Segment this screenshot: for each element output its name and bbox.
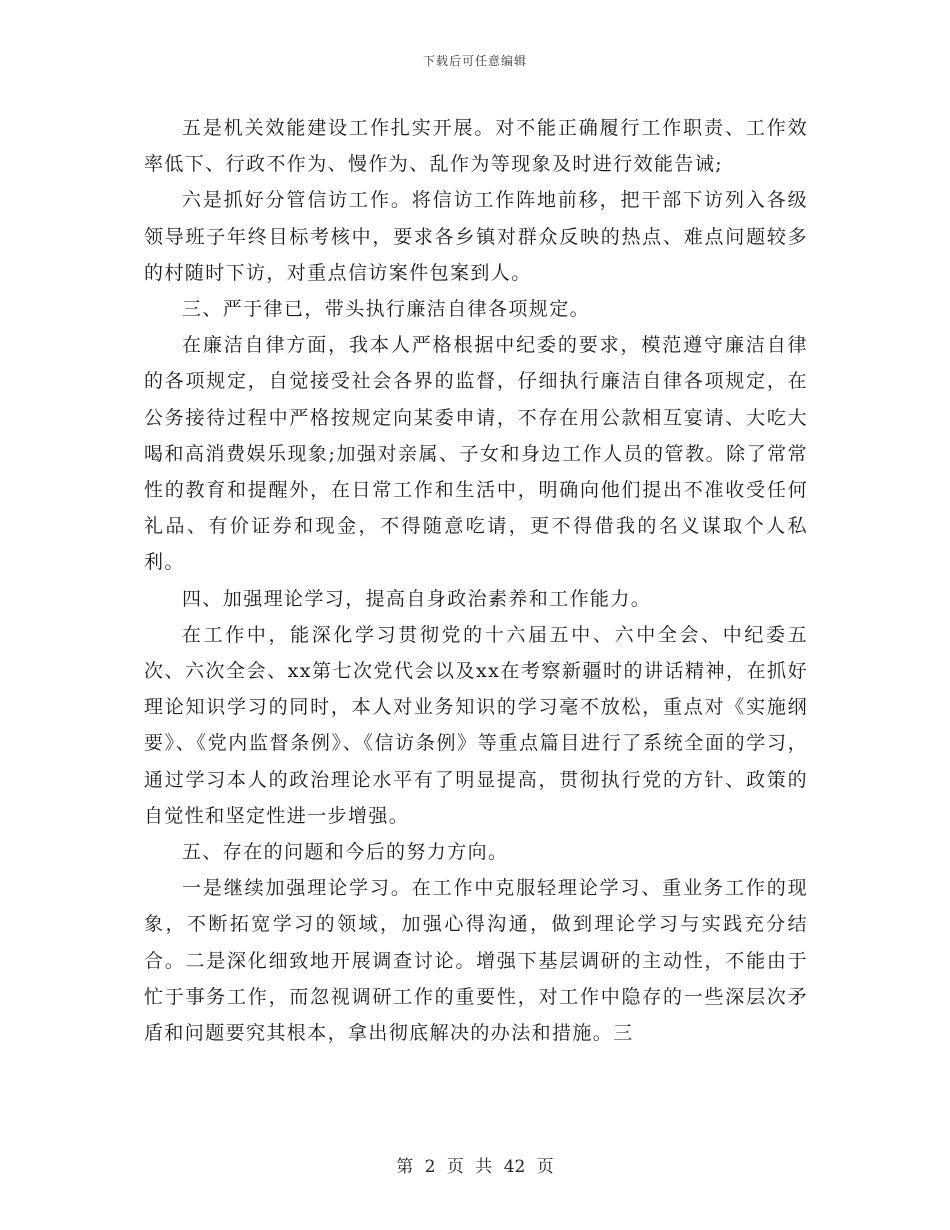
footer-prefix: 第 <box>396 1157 414 1177</box>
total-pages-number: 42 <box>503 1157 526 1177</box>
document-body <box>144 110 808 1051</box>
page-footer <box>0 1152 950 1177</box>
section-heading: 四、加强理论学习，提高自身政治素养和工作能力。 <box>182 587 652 610</box>
current-page-number: 2 <box>424 1157 436 1177</box>
paragraph: 在廉洁自律方面，我本人严格根据中纪委的要求，模范遵守廉洁自律的各项规定，自觉接受社会各界的监督，仔细执行廉洁自律各项规定，在公务接待过程中严格按规定向某委申请，不存在用公款相互宴请、大吃大喝和高消费娱乐现象;加强对亲属、子女和身边工作人员的管教。除了常常性的教育和提醒外，在日常工作和生活中，明确向他们提出不准收受任何礼品、有价证券和现金，不得随意吃请，更不得借我的名义谋取个人私利。 <box>144 334 808 574</box>
section-heading: 五、存在的问题和今后的努力方向。 <box>182 841 509 864</box>
paragraph: 一是继续加强理论学习。在工作中克服轻理论学习、重业务工作的现象，不断拓宽学习的领域，加强心得沟通，做到理论学习与实践充分结合。二是深化细致地开展调查讨论。增强下基层调研的主动性，不能由于忙于事务工作，而忽视调研工作的重要性，对工作中隐存的一些深层次矛盾和问题要究其根本，拿出彻底解决的办法和措施。三 <box>144 877 808 1045</box>
footer-suffix: 页 <box>536 1157 554 1177</box>
section-heading: 三、严于律已，带头执行廉洁自律各项规定。 <box>182 298 591 321</box>
page-header: 下载后可任意编辑 <box>422 54 527 68</box>
footer-page-word: 页 <box>446 1157 464 1177</box>
paragraph: 五是机关效能建设工作扎实开展。对不能正确履行工作职责、工作效率低下、行政不作为、慢作为、乱作为等现象及时进行效能告诫; <box>144 117 808 176</box>
paragraph: 六是抓好分管信访工作。将信访工作阵地前移，把干部下访列入各级领导班子年终目标考核中，要求各乡镇对群众反映的热点、难点问题较多的村随时下访，对重点信访案件包案到人。 <box>144 189 808 284</box>
footer-total-word: 共 <box>475 1157 493 1177</box>
paragraph: 在工作中，能深化学习贯彻党的十六届五中、六中全会、中纪委五次、六次全会、xx第七次党代会以及xx在考察新疆时的讲话精神，在抓好理论知识学习的同时，本人对业务知识的学习毫不放松，重点对《实施纲要》、《党内监督条例》、《信访条例》等重点篇目进行了系统全面的学习，通过学习本人的政治理论水平有了明显提高，贯彻执行党的方针、政策的自觉性和坚定性进一步增强。 <box>144 623 808 827</box>
